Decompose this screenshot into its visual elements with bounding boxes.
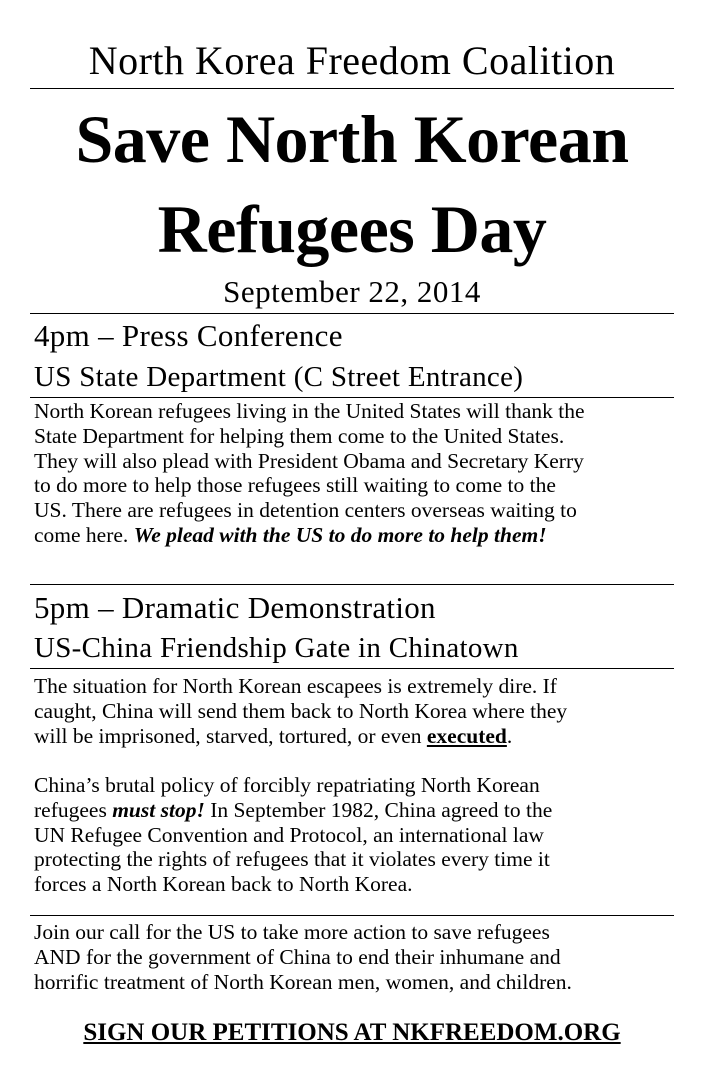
call-to-action — [34, 920, 674, 994]
text-run: In September 1982, China agreed to the — [204, 797, 553, 822]
event2-paragraph-1 — [34, 674, 674, 748]
organization-name: North Korea Freedom Coalition — [88, 38, 616, 83]
text-line: Join our call for the US to take more action to save refugees — [34, 920, 550, 944]
divider — [30, 88, 674, 89]
text-line: State Department for helping them come to the United States. — [34, 423, 565, 448]
text-run: . — [506, 723, 513, 748]
must-stop-emphasis: must stop! — [112, 797, 205, 822]
text-line: horrific treatment of North Korean men, women, and children. — [34, 969, 572, 994]
title-line-2: Refugees Day — [157, 191, 547, 267]
text-line: UN Refugee Convention and Protocol, an international law — [34, 822, 544, 847]
text-line: The situation for North Korean escapees is extremely dire. If — [34, 674, 557, 698]
divider — [30, 668, 674, 669]
executed-emphasis: executed — [426, 723, 507, 748]
text-line: US. There are refugees in detention centers overseas waiting to — [34, 498, 577, 523]
text-run: will be imprisoned, starved, tortured, or even — [34, 723, 427, 748]
text-line — [34, 798, 674, 823]
event-date: September 22, 2014 — [223, 274, 481, 309]
text-run: come here. — [34, 522, 134, 547]
text-run: refugees — [34, 797, 113, 822]
text-line: to do more to help those refugees still waiting to come to the — [34, 473, 556, 498]
text-line: AND for the government of China to end their inhumane and — [34, 944, 561, 969]
divider — [30, 397, 674, 398]
text-line: caught, China will send them back to North Korea where they — [34, 698, 568, 723]
text-line: They will also plead with President Obama and Secretary Kerry — [34, 448, 584, 473]
divider — [30, 915, 674, 916]
title-line-1: Save North Korean — [75, 101, 629, 177]
event2-paragraph-2 — [34, 773, 674, 897]
text-line — [34, 724, 674, 749]
text-line: protecting the rights of refugees that it violates every time it — [34, 847, 550, 872]
text-line: forces a North Korean back to North Korea. — [34, 872, 413, 897]
divider — [30, 584, 674, 585]
event1-location: US State Department (C Street Entrance) — [34, 361, 524, 393]
event1-heading: 4pm – Press Conference — [34, 318, 343, 353]
text-line: North Korean refugees living in the United States will thank the — [34, 399, 585, 423]
plea-emphasis: We plead with the US to do more to help them! — [133, 522, 547, 547]
event1-description — [34, 399, 674, 548]
event2-heading: 5pm – Dramatic Demonstration — [34, 590, 436, 625]
divider — [30, 313, 674, 314]
petition-link[interactable]: SIGN OUR PETITIONS AT NKFREEDOM.ORG — [83, 1019, 621, 1046]
text-line: China’s brutal policy of forcibly repatriating North Korean — [34, 773, 540, 797]
event2-location: US-China Friendship Gate in Chinatown — [34, 632, 519, 664]
text-line — [34, 523, 674, 548]
